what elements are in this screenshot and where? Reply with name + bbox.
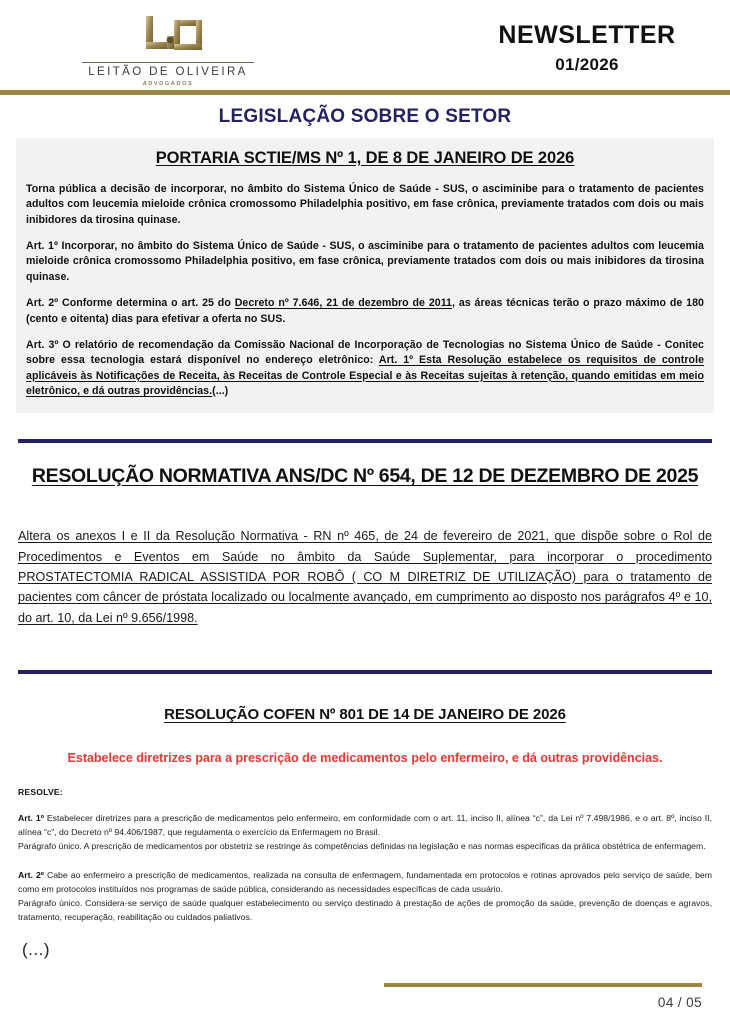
page-title: LEGISLAÇÃO SOBRE O SETOR <box>218 106 512 127</box>
header-gold-bar <box>0 90 730 95</box>
newsletter-title: NEWSLETTER <box>498 21 676 49</box>
art2-label: Art. 2º <box>18 869 44 880</box>
section-portaria-sctie-ms-1 <box>16 138 714 413</box>
page-header <box>0 0 730 90</box>
section-resolucao-normativa-ans-dc-654 <box>0 465 730 628</box>
art2-suffix: , as áreas técnicas terão o prazo máximo de 180 (cento e oitenta) dias para efetivar a oferta no SUS. <box>26 297 704 325</box>
section-2-body: Altera os anexos I e II da Resolução Normativa - RN nº 465, de 24 de fevereiro de 2021, que dispõe sobre o Rol de Procedimentos e Eventos em Saúde no âmbito da Saúde Suplementar, para incorporar o procedimento PROSTATECTOMIA RADICAL ASSISTIDA POR ROBÔ ( CO M DIRETRIZ DE UTILIZAÇÃO) para o tratamento de pacientes com câncer de próstata localizado ou localmente avançado, em cumprimento ao disposto nos parágrafos 4º e 10, do art. 10, da Lei nº 9.656/1998. <box>18 529 712 625</box>
logo-divider <box>82 62 254 63</box>
art1-text: Estabelecer diretrizes para a prescrição de medicamentos pelo enfermeiro, em conformidade com o art. 11, inciso II, alínea “c”, da Lei nº 7.498/1986, e o art. 8º, inciso II, alínea “c”, do Decreto nº 94.406/1987, que regulamenta o exercício da Enfermagem no Brasil. <box>18 813 712 838</box>
section-2-title: RESOLUÇÃO NORMATIVA ANS/DC Nº 654, DE 12 DE DEZEMBRO DE 2025 <box>31 465 699 488</box>
section-1-art2 <box>26 296 704 327</box>
section-divider <box>18 670 712 674</box>
section-1-paragraph: Torna pública a decisão de incorporar, no âmbito do Sistema Único de Saúde - SUS, o asciminibe para o tratamento de pacientes adultos com leucemia mieloide crônica cromossomo Philadelphia positivo, em fase crônica, previamente tratados com dois ou mais inibidores da tirosina quinase. <box>26 183 704 226</box>
art3-ellipsis: (...) <box>212 384 229 397</box>
section-3-lead: Estabelece diretrizes para a prescrição de medicamentos pelo enfermeiro, e dá outras providências. <box>67 751 663 766</box>
art2-prefix: Art. 2º Conforme determina o art. 25 do <box>26 297 235 310</box>
section-3-art1 <box>18 811 714 839</box>
section-1-art3 <box>26 338 704 399</box>
section-1-paragraph: Art. 1º Incorporar, no âmbito do Sistema Único de Saúde - SUS, o asciminibe para o tratamento de pacientes adultos com leucemia mieloide crônica cromossomo Philadelphia positivo, em fase crônica, previamente tratados com dois ou mais inibidores da tirosina quinase. <box>26 240 704 283</box>
section-3-art1-paragrafo: Parágrafo único. A prescrição de medicamentos por obstetriz se restringe às competências definidas na legislação e nas normas específicas da prática obstétrica de enfermagem. <box>18 841 706 852</box>
footer-gold-bar <box>384 983 702 987</box>
page-number: 04 / 05 <box>657 995 702 1010</box>
section-1-title: PORTARIA SCTIE/MS Nº 1, DE 8 DE JANEIRO DE 2026 <box>155 149 575 167</box>
logo-firm-name: LEITÃO DE OLIVEIRA <box>88 66 248 78</box>
art1-label: Art. 1º <box>18 813 44 824</box>
art3-prefix: Art. 3º O relatório de recomendação da Comissão Nacional de Incorporação de Tecnologias no Sistema Único de Saúde - Conitec sobre essa tecnologia estará disponível no endereço eletrônico: <box>26 338 704 367</box>
resolucao-link[interactable]: Art. 1º Esta Resolução estabelece os requisitos de controle aplicáveis às Notificações de Receita, às Receitas de Controle Especial e às Receitas sujeitas à retenção, quando emitidas em meio eletrônico, e dá outras providências. <box>26 354 705 397</box>
decreto-link[interactable]: Decreto nº 7.646, 21 de dezembro de 2011 <box>234 297 452 310</box>
section-3-art2 <box>18 868 714 896</box>
brand-logo <box>78 14 258 87</box>
art2-text: Cabe ao enfermeiro a prescrição de medicamentos, realizada na consulta de enfermagem, fundamentada em protocolos e rotinas aprovados pelo serviço de saúde, bem como em protocolos instituídos nos programas de saúde pública, considerando as necessidades específicas de cada usuário. <box>18 869 712 894</box>
logo-subtitle: ADVOGADOS <box>142 81 194 87</box>
section-3-art2-paragrafo: Parágrafo único. Considera-se serviço de saúde qualquer estabelecimento ou serviço destinado à prestação de ações de promoção da saúde, prevenção de doenças e agravos, tratamento, recuperação, reabilitação ou cuidados paliativos. <box>18 897 712 922</box>
section-3-ellipsis: (...) <box>22 939 50 959</box>
page-footer <box>0 983 730 1010</box>
resolve-label: RESOLVE: <box>18 787 63 798</box>
newsletter-issue: 01/2026 <box>555 55 619 75</box>
lo-monogram-icon <box>78 14 258 60</box>
newsletter-header <box>472 22 702 75</box>
section-3-title: RESOLUÇÃO COFEN Nº 801 DE 14 DE JANEIRO DE 2026 <box>164 706 566 724</box>
section-resolucao-cofen-801 <box>0 706 730 960</box>
section-divider <box>18 439 712 443</box>
